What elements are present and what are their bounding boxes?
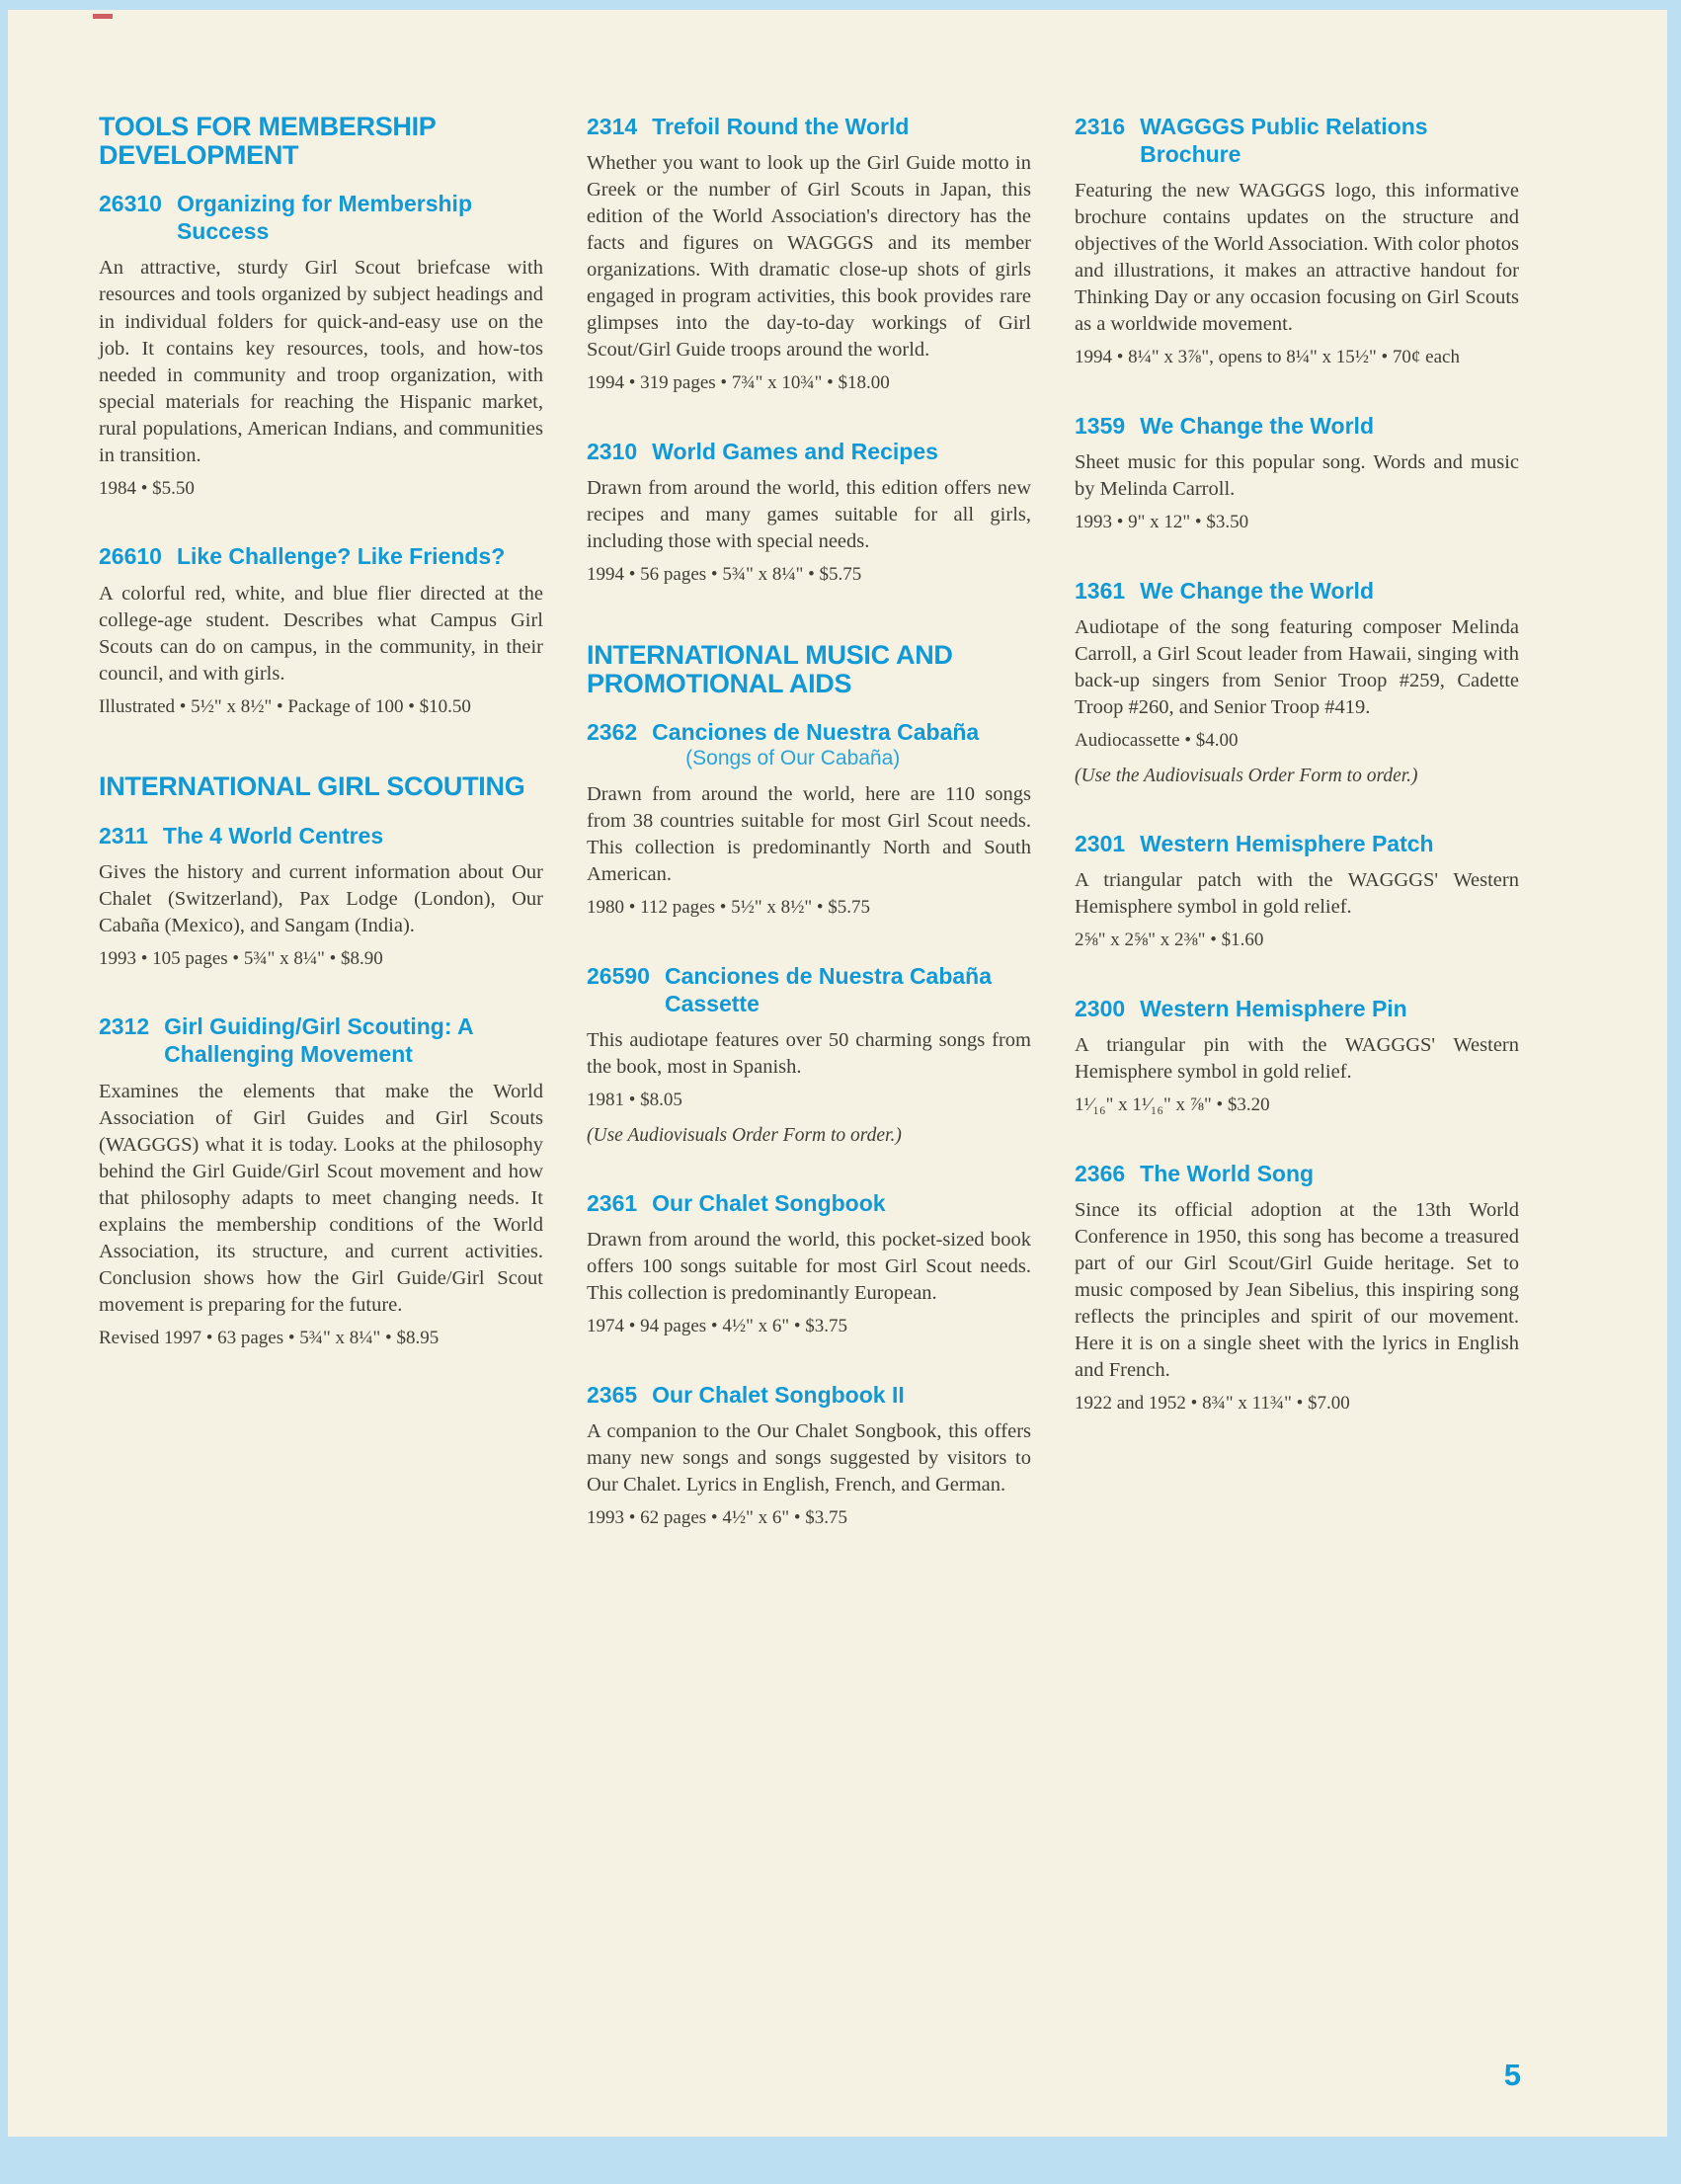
item-number: 2300 [1075,995,1126,1021]
item-description: Sheet music for this popular song. Words and music by Melinda Carroll. [1075,451,1519,501]
item-name: Western Hemisphere Pin [1140,995,1407,1021]
item-description: A triangular pin with the WAGGGS' Western Hemisphere symbol in gold relief. [1075,1034,1519,1084]
item-meta: 1994 • 8¼" x 3⅞", opens to 8¼" x 15½" • 70¢ each [1075,347,1460,368]
item-title [99,190,543,245]
item-title [587,962,1031,1017]
item-meta: 1993 • 9" x 12" • $3.50 [1075,512,1249,533]
item-order-note: (Use the Audiovisuals Order Form to order.) [1075,765,1418,786]
item-name: Like Challenge? Like Friends? [176,543,506,570]
item-order-note: (Use Audiovisuals Order Form to order.) [587,1124,902,1146]
item-meta: 1993 • 105 pages • 5¾" x 8¼" • $8.90 [99,947,383,969]
item-number: 2316 [1075,114,1126,139]
catalog-page [8,10,1667,2137]
item-meta: Audiocassette • $4.00 [1075,730,1239,752]
item-meta: 1984 • $5.50 [99,477,195,499]
item-title [1075,113,1519,168]
item-meta: 2⅝" x 2⅝" x 2⅜" • $1.60 [1075,930,1264,951]
catalog-item [1075,995,1519,1118]
catalog-item [587,113,1031,396]
item-description: Audiotape of the song featuring composer Melinda Carroll, a Girl Scout leader from Hawaii, singing with back-up singers from Senior Troop #259, Cadette Troop #260, and Senior Troop #419. [1075,615,1519,719]
item-description: Whether you want to look up the Girl Guide motto in Greek or the number of Girl Scouts in Japan, this edition of the World Association's directory has the facts and figures on WAGGGS and its member organizations. With dramatic close-up shots of girls engaged in program activities, this book provides rare glimpses into the day-to-day workings of Girl Scout/Girl Guide troops around the world. [587,152,1031,362]
item-name: World Games and Recipes [652,439,938,465]
scan-artifact-mark [93,14,113,19]
item-title [587,113,1031,140]
item-title [1075,995,1519,1022]
item-description: Since its official adoption at the 13th World Conference in 1950, this song has become a treasured part of our Girl Scout/Girl Guide heritage. Set to music composed by Jean Sibelius, this inspiring song reflects the principles and spirit of our movement. Here it is on a single sheet with the lyrics in English and French. [1075,1198,1519,1382]
item-number: 2361 [587,1190,638,1217]
catalog-item [99,542,543,719]
three-column-layout [99,113,1519,1531]
page-number: 5 [1503,2058,1521,2092]
item-description: Drawn from around the world, this pocket-sized book offers 100 songs suitable for most Girl Scout needs. This collection is predominantly European. [587,1229,1031,1305]
item-name: Our Chalet Songbook [652,1190,886,1217]
item-number: 2311 [99,822,148,849]
item-name: Girl Guiding/Girl Scouting: A Challenging Movement [164,1013,473,1068]
item-meta: Revised 1997 • 63 pages • 5¾" x 8¼" • $8.95 [99,1327,440,1348]
item-title [1075,412,1519,440]
item-number: 2362 [587,719,638,746]
item-name: WAGGGS Public Relations Brochure [1140,114,1428,168]
item-name: The 4 World Centres [162,822,384,849]
item-number: 2365 [587,1381,638,1408]
catalog-item [99,1012,543,1350]
item-number: 2301 [1075,831,1126,857]
item-name: Our Chalet Songbook II [652,1381,905,1408]
item-title [587,438,1031,465]
column-2 [587,113,1031,1531]
item-number: 2366 [1075,1160,1126,1186]
item-meta: 1981 • $8.05 [587,1090,682,1111]
catalog-item [1075,113,1519,370]
item-description: Drawn from around the world, this edition offers new recipes and many games suitable for all girls, including those with special needs. [587,477,1031,553]
item-description: A colorful red, white, and blue flier directed at the college-age student. Describes what Campus Girl Scouts can do on campus, in the community, in their council, and with girls. [99,582,543,685]
catalog-item [587,438,1031,588]
item-name: Canciones de Nuestra Cabaña (Songs of Our Cabaña) [652,718,1031,771]
item-meta: 1974 • 94 pages • 4½" x 6" • $3.75 [587,1316,847,1337]
catalog-item [99,822,543,972]
section-heading: INTERNATIONAL GIRL SCOUTING [99,771,525,802]
item-number: 26610 [99,543,162,570]
item-number: 2312 [99,1013,150,1040]
item-name: We Change the World [1140,413,1374,440]
item-number: 26590 [587,962,650,989]
section-heading: INTERNATIONAL MUSIC AND PROMOTIONAL AIDS [587,639,953,699]
item-number: 2314 [587,114,638,139]
item-description: Gives the history and current information about Our Chalet (Switzerland), Pax Lodge (London), Our Cabaña (Mexico), and Sangam (India). [99,860,543,936]
item-title [587,1189,1031,1217]
item-number: 2310 [587,439,638,465]
item-title [99,822,543,849]
item-subtitle: (Songs of Our Cabaña) [685,747,901,770]
column-1 [99,113,543,1351]
item-meta: 1922 and 1952 • 8¾" x 11¾" • $7.00 [1075,1393,1350,1415]
item-title [587,718,1031,771]
column-3 [1075,113,1519,1416]
item-meta: 1980 • 112 pages • 5½" x 8½" • $5.75 [587,897,871,919]
catalog-item [587,718,1031,921]
item-description: This audiotape features over 50 charming songs from the book, most in Spanish. [587,1028,1031,1078]
item-title [99,1012,543,1068]
item-title [99,542,543,570]
item-title [1075,830,1519,857]
item-title [587,1381,1031,1409]
item-name: Canciones de Nuestra Cabaña Cassette [664,962,993,1016]
item-number: 26310 [99,191,162,217]
catalog-item [587,1381,1031,1531]
item-number: 1359 [1075,413,1126,440]
item-name: We Change the World [1140,577,1374,604]
catalog-item [1075,1160,1519,1416]
catalog-item [587,962,1031,1148]
item-name: The World Song [1140,1160,1315,1186]
item-meta: 1¹⁄₁₆" x 1¹⁄₁₆" x ⅞" • $3.20 [1075,1094,1270,1116]
item-description: A companion to the Our Chalet Songbook, this offers many new songs and songs suggested by visitors to Our Chalet. Lyrics in English, French, and German. [587,1419,1031,1496]
item-number: 1361 [1075,577,1126,604]
catalog-item [1075,412,1519,535]
item-description: Examines the elements that make the World Association of Girl Guides and Girl Scouts (WAGGGS) what it is today. Looks at the philosophy behind the Girl Guide/Girl Scout movement and how that philosophy adapts to meet changing needs. It explains the membership conditions of the World Association, its structure, and current activities. Conclusion shows how the Girl Guide/Girl Scout movement is preparing for the future. [99,1080,543,1316]
item-meta: 1994 • 319 pages • 7¾" x 10¾" • $18.00 [587,372,890,394]
item-description: Featuring the new WAGGGS logo, this informative brochure contains updates on the structure and objectives of the World Association. With color photos and illustrations, it makes an attractive handout for Thinking Day or any occasion focusing on Girl Scouts as a worldwide movement. [1075,180,1519,336]
catalog-item [99,190,543,501]
item-name: Organizing for Membership Success [176,191,472,245]
item-meta: Illustrated • 5½" x 8½" • Package of 100 • $10.50 [99,695,471,717]
item-description: A triangular patch with the WAGGGS' Western Hemisphere symbol in gold relief. [1075,869,1519,919]
catalog-item [1075,577,1519,788]
catalog-item [1075,830,1519,953]
section-heading: TOOLS FOR MEMBERSHIP DEVELOPMENT [99,112,437,171]
item-name: Trefoil Round the World [652,114,910,139]
item-description: Drawn from around the world, here are 110 songs from 38 countries suitable for most Girl Scout needs. This collection is predominantly North and South American. [587,782,1031,886]
item-title [1075,577,1519,605]
catalog-item [587,1189,1031,1339]
item-meta: 1994 • 56 pages • 5¾" x 8¼" • $5.75 [587,564,862,586]
item-name: Western Hemisphere Patch [1140,831,1434,857]
item-title [1075,1160,1519,1187]
item-meta: 1993 • 62 pages • 4½" x 6" • $3.75 [587,1507,847,1529]
item-description: An attractive, sturdy Girl Scout briefcase with resources and tools organized by subject headings and in individual folders for quick-and-easy use on the job. It contains key resources, tools, and how-tos needed in community and troop organization, with special materials for reaching the Hispanic market, rural populations, American Indians, and communities in transition. [99,257,543,466]
